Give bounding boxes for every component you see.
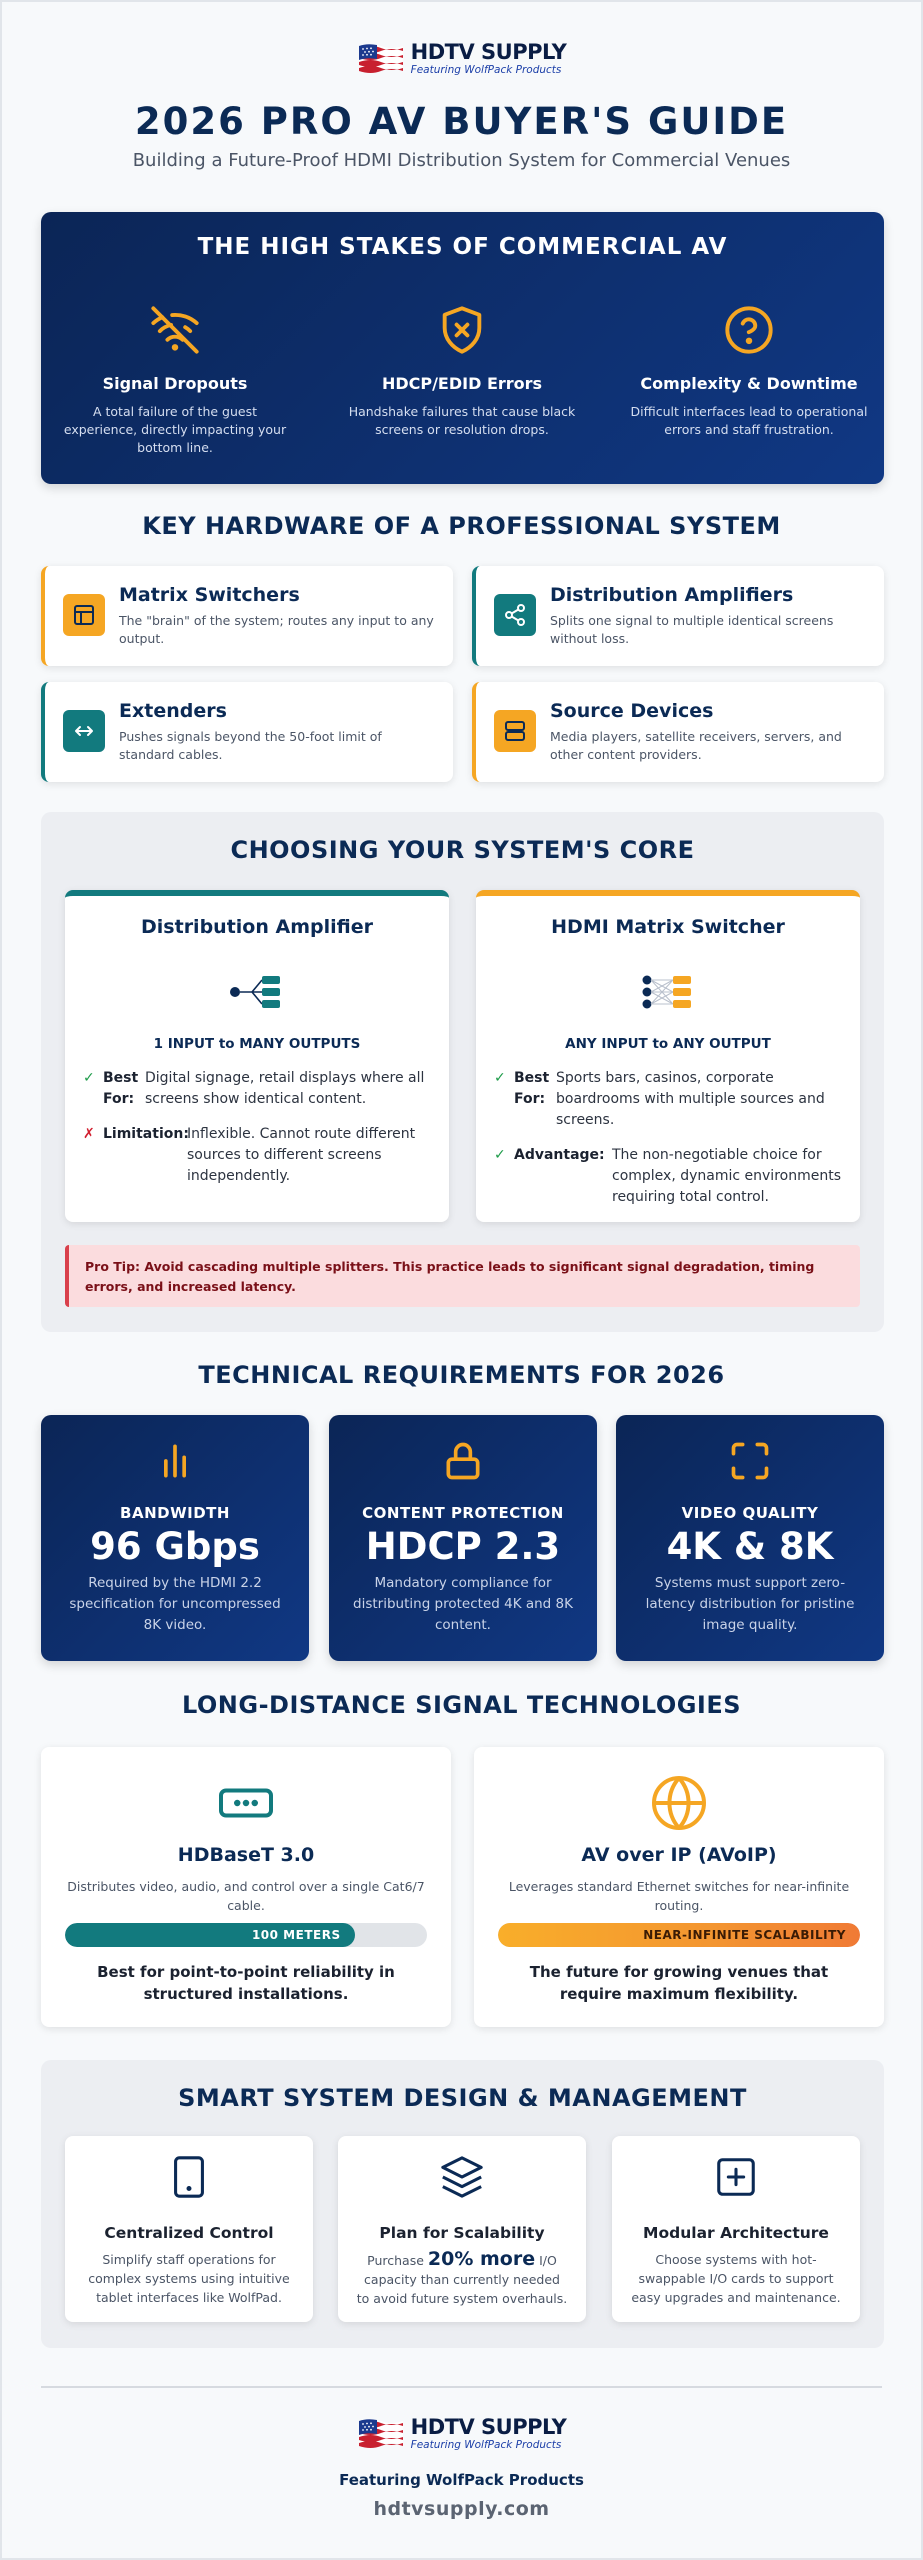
stake-title: Signal Dropouts [102,374,248,393]
hardware-card-text: Media players, satellite receivers, servers, and other content providers. [550,729,842,762]
core-row-best-for [494,1068,842,1131]
brand-name: HDTV SUPPLY [410,40,567,65]
core-card-distribution-amplifier [65,890,449,1222]
tech-text: Mandatory compliance for distributing protected 4K and 8K content. [353,1575,573,1633]
tech-card-content-protection [329,1415,597,1661]
tech-card-bandwidth [41,1415,309,1661]
smart-card-text: Choose systems with hot-swappable I/O cards to support easy upgrades and maintenance. [631,2252,841,2305]
hardware-card-text: Splits one signal to multiple identical screens without loss. [550,613,834,646]
tech-card-video-quality [616,1415,884,1661]
frame-corners-icon [728,1439,772,1483]
row-label: Best For: [103,1070,139,1107]
bar-chart-icon [153,1439,197,1483]
stake-item-signal-dropouts [55,302,295,457]
page-title: 2026 PRO AV BUYER'S GUIDE [134,100,789,143]
core-title: CHOOSING YOUR SYSTEM'S CORE [230,836,695,864]
row-label: Best For: [514,1070,550,1107]
tech-value: 4K & 8K [666,1525,834,1568]
stake-text: Handshake failures that cause black screens or resolution drops. [348,404,576,437]
server-icon [503,719,527,743]
question-circle-icon [723,304,775,356]
core-card-title: Distribution Amplifier [141,916,373,938]
smart-title: SMART SYSTEM DESIGN & MANAGEMENT [178,2084,747,2112]
stakes-panel [41,212,884,484]
wifi-off-icon [149,304,201,356]
hardware-card-matrix [41,566,453,666]
us-flag-icon [357,42,405,76]
highlight-20-more: 20% more [427,2248,536,2270]
stake-text: A total failure of the guest experience, directly impacting your bottom line. [63,404,287,455]
share-icon [503,603,527,627]
hardware-title: KEY HARDWARE OF A PROFESSIONAL SYSTEM [142,512,781,540]
text-pre: Purchase [367,2253,428,2268]
globe-icon [649,1773,709,1833]
footer-featuring: Featuring WolfPack Products [339,2471,584,2489]
core-panel [41,812,884,1332]
tech-label: VIDEO QUALITY [681,1504,819,1522]
tech-label: CONTENT PROTECTION [362,1504,564,1522]
smart-card-text: Simplify staff operations for complex systems using intuitive tablet interfaces like WolfPad. [88,2252,290,2305]
core-card-tag: 1 INPUT to MANY OUTPUTS [153,1036,361,1052]
tablet-icon [166,2154,212,2200]
footer-divider [41,2386,882,2388]
ld-bar-label: 100 METERS [251,1928,341,1942]
ld-note: The future for growing venues that require maximum flexibility. [529,1963,829,2003]
smart-card-centralized-control [65,2136,313,2322]
tech-title: TECHNICAL REQUIREMENTS FOR 2026 [198,1361,725,1389]
row-text: Digital signage, retail displays where all screens show identical content. [145,1070,425,1107]
ld-card-avoip [474,1747,884,2027]
brand-logo[interactable] [2,42,921,76]
stake-item-hdcp-errors [342,302,582,439]
smart-panel [41,2060,884,2348]
core-row-advantage [494,1145,842,1208]
ld-note: Best for point-to-point reliability in structured installations. [97,1963,395,2003]
tech-text: Systems must support zero-latency distribution for pristine image quality. [645,1575,855,1633]
us-flag-icon [357,2417,405,2451]
smart-card-scalability [338,2136,586,2322]
stake-title: HDCP/EDID Errors [381,374,543,393]
smart-card-modular [612,2136,860,2322]
brand-tagline: Featuring WolfPack Products [410,64,562,77]
hardware-card-text: The "brain" of the system; routes any input to any output. [119,613,434,646]
smart-card-title: Centralized Control [104,2224,274,2242]
ld-distance-fill [65,1923,355,1947]
plus-square-icon [713,2154,759,2200]
check-icon: ✓ [83,1070,95,1086]
hardware-card-da [472,566,884,666]
ld-scalability-fill [498,1923,860,1947]
row-label: Limitation: [103,1126,189,1142]
many-to-many-diagram-icon [640,968,696,1016]
ld-text: Leverages standard Ethernet switches for near-infinite routing. [508,1879,850,1913]
page-subtitle: Building a Future-Proof HDMI Distribution System for Commercial Venues [132,150,791,171]
ld-title: AV over IP (AVoIP) [581,1844,777,1866]
layout-icon [72,603,96,627]
stakes-title: THE HIGH STAKES OF COMMERCIAL AV [197,234,728,260]
smart-card-title: Plan for Scalability [379,2224,545,2242]
cross-icon: ✗ [83,1126,95,1142]
pro-tip-callout: Pro Tip: Avoid cascading multiple splitters. This practice leads to significant signal degradation, timing errors, and increased latency. [65,1245,860,1307]
brand-name: HDTV SUPPLY [410,2415,567,2440]
check-icon: ✓ [494,1147,506,1163]
core-card-tag: ANY INPUT to ANY OUTPUT [565,1036,771,1052]
row-text: The non-negotiable choice for complex, dynamic environments requiring total control. [612,1147,841,1205]
lock-icon [441,1439,485,1483]
ld-card-hdbaset [41,1747,451,2027]
ld-title: HDBaseT 3.0 [177,1844,315,1866]
stake-text: Difficult interfaces lead to operational errors and staff frustration. [630,404,868,437]
shield-x-icon [436,304,488,356]
ld-distance-bar [65,1923,427,1947]
tech-value: 96 Gbps [90,1525,260,1568]
hardware-card-extenders [41,682,453,782]
brand-tagline: Featuring WolfPack Products [410,2439,562,2452]
tech-text: Required by the HDMI 2.2 specification for uncompressed 8K video. [69,1575,281,1633]
hardware-card-title: Matrix Switchers [119,584,300,606]
hardware-card-title: Distribution Amplifiers [550,584,794,606]
ld-bar-label: NEAR-INFINITE SCALABILITY [643,1928,846,1942]
ld-scalability-bar [498,1923,860,1947]
core-row-best-for [83,1068,431,1110]
stake-item-complexity [629,302,869,439]
hardware-card-text: Pushes signals beyond the 50-foot limit of standard cables. [119,729,382,762]
text-post: I/O capacity than currently needed to avoid future system overhauls. [356,2253,568,2306]
footer-brand-logo[interactable] [2,2417,921,2451]
smart-card-text [356,2250,568,2308]
footer-website-link[interactable]: hdtvsupply.com [373,2498,550,2520]
ld-text: Distributes video, audio, and control over a single Cat6/7 cable. [67,1879,425,1913]
core-row-limitation [83,1124,431,1187]
hardware-card-title: Extenders [119,700,227,722]
core-card-title: HDMI Matrix Switcher [551,916,785,938]
hardware-card-title: Source Devices [550,700,714,722]
one-to-many-diagram-icon [229,968,285,1016]
arrows-horizontal-icon [72,719,96,743]
row-text: Sports bars, casinos, corporate boardrooms with multiple sources and screens. [556,1070,825,1128]
row-label: Advantage: [514,1147,605,1163]
ethernet-port-icon [216,1773,276,1833]
smart-card-title: Modular Architecture [643,2224,829,2242]
check-icon: ✓ [494,1070,506,1086]
tech-label: BANDWIDTH [120,1504,230,1522]
hardware-card-sources [472,682,884,782]
core-card-matrix-switcher [476,890,860,1222]
tech-value: HDCP 2.3 [365,1525,561,1568]
row-text: Inflexible. Cannot route different sources to different screens independently. [187,1126,416,1184]
longdistance-title: LONG-DISTANCE SIGNAL TECHNOLOGIES [181,1691,742,1719]
layers-icon [439,2154,485,2200]
stake-title: Complexity & Downtime [640,374,858,393]
